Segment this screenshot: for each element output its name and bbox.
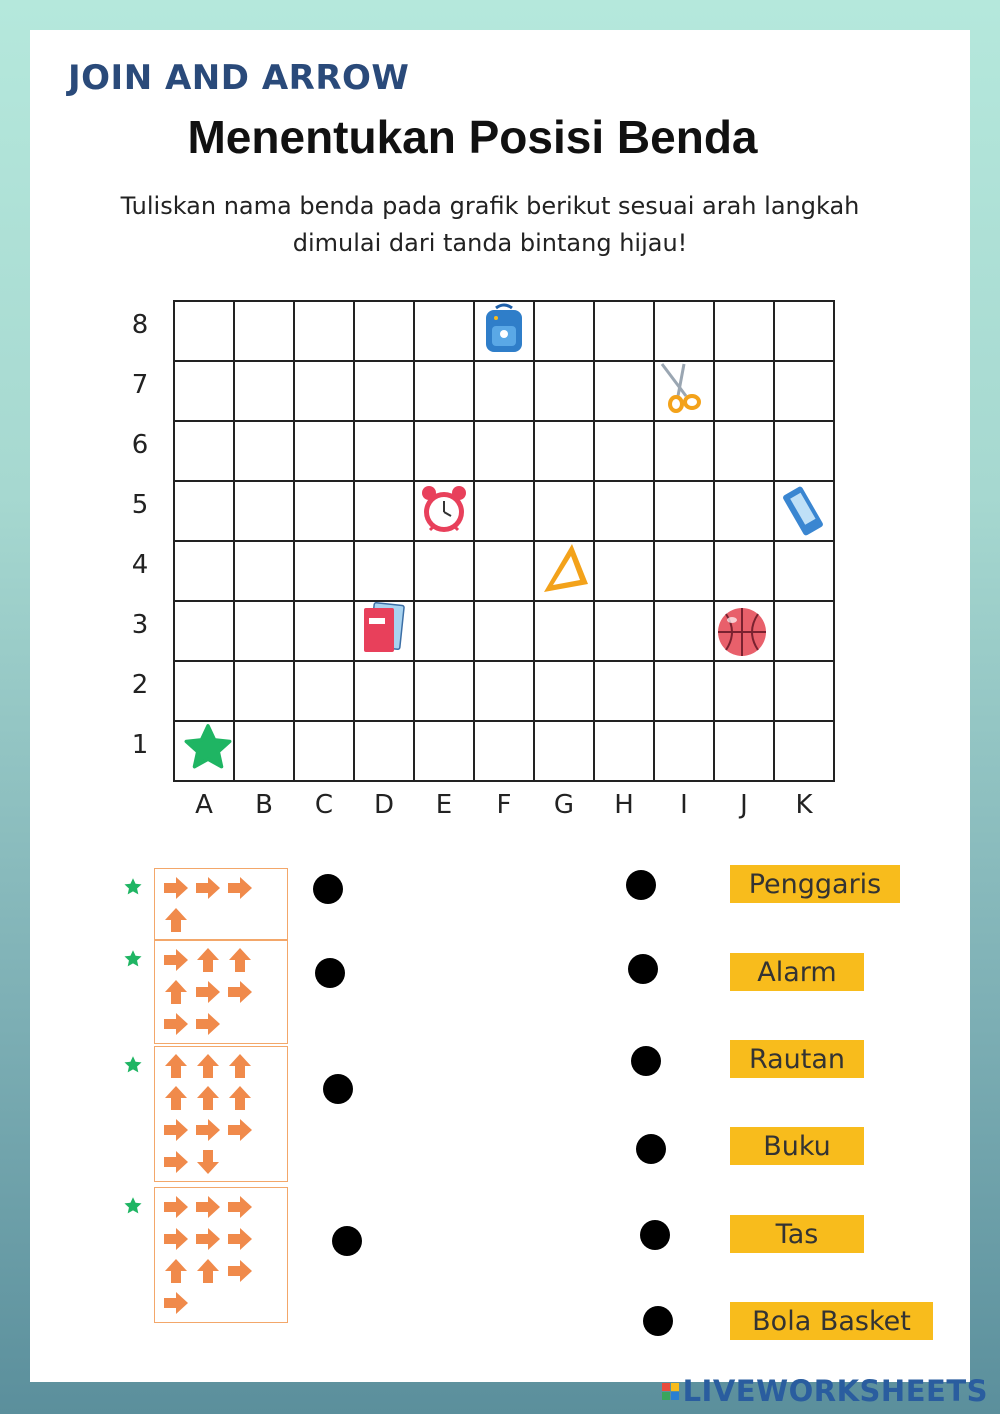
grid-cell-K1 xyxy=(774,721,834,781)
arrow-up-icon xyxy=(193,1051,223,1081)
grid-cell-E8 xyxy=(414,301,474,361)
arrow-right-icon xyxy=(193,977,223,1007)
sharpener-icon xyxy=(778,482,834,538)
grid-cell-C1 xyxy=(294,721,354,781)
answer-label-rautan: Rautan xyxy=(730,1040,864,1078)
grid-cell-B2 xyxy=(234,661,294,721)
grid-cell-G2 xyxy=(534,661,594,721)
row-label: 4 xyxy=(131,550,149,580)
grid-cell-E6 xyxy=(414,421,474,481)
grid-cell-F5 xyxy=(474,481,534,541)
arrow-up-icon xyxy=(161,1083,191,1113)
arrow-box-3 xyxy=(154,1046,288,1182)
arrow-up-icon xyxy=(161,905,191,935)
position-grid xyxy=(173,300,835,782)
arrow-right-icon xyxy=(161,873,191,903)
grid-cell-F1 xyxy=(474,721,534,781)
left-join-dot-3[interactable] xyxy=(323,1074,353,1104)
grid-cell-C8 xyxy=(294,301,354,361)
grid-cell-H3 xyxy=(594,601,654,661)
grid-cell-G5 xyxy=(534,481,594,541)
grid-cell-A7 xyxy=(174,361,234,421)
arrow-right-icon xyxy=(225,1115,255,1145)
grid-cell-D2 xyxy=(354,661,414,721)
grid-cell-C6 xyxy=(294,421,354,481)
sequence-1 xyxy=(122,868,288,940)
sequence-3 xyxy=(122,1046,288,1182)
col-label: I xyxy=(680,790,688,820)
grid-cell-A5 xyxy=(174,481,234,541)
arrow-right-icon xyxy=(225,977,255,1007)
grid-cell-C7 xyxy=(294,361,354,421)
grid-cell-B3 xyxy=(234,601,294,661)
arrow-right-icon xyxy=(193,873,223,903)
grid-cell-K8 xyxy=(774,301,834,361)
arrow-right-icon xyxy=(225,1224,255,1254)
col-label: E xyxy=(435,790,453,820)
arrow-up-icon xyxy=(193,1083,223,1113)
grid-cell-I6 xyxy=(654,421,714,481)
row-label: 7 xyxy=(131,370,149,400)
grid-cell-E1 xyxy=(414,721,474,781)
liveworksheets-brand: LIVEWORKSHEETS xyxy=(682,1374,988,1408)
arrow-right-icon xyxy=(225,1256,255,1286)
sequence-4 xyxy=(122,1187,288,1323)
sequence-2 xyxy=(122,940,288,1044)
start-star-icon xyxy=(180,720,236,776)
green-star-icon xyxy=(122,876,144,898)
col-label: K xyxy=(795,790,813,820)
arrow-up-icon xyxy=(193,945,223,975)
grid-cell-J8 xyxy=(714,301,774,361)
arrow-right-icon xyxy=(161,1288,191,1318)
grid-cell-E4 xyxy=(414,541,474,601)
arrow-up-icon xyxy=(161,1051,191,1081)
row-label: 1 xyxy=(131,730,149,760)
row-label: 3 xyxy=(131,610,149,640)
col-label: F xyxy=(496,790,512,820)
arrow-up-icon xyxy=(225,1051,255,1081)
grid-cell-F2 xyxy=(474,661,534,721)
grid-cell-K4 xyxy=(774,541,834,601)
grid-cell-H2 xyxy=(594,661,654,721)
grid-cell-H6 xyxy=(594,421,654,481)
grid-cell-I5 xyxy=(654,481,714,541)
answer-label-penggaris: Penggaris xyxy=(730,865,900,903)
grid-cell-H5 xyxy=(594,481,654,541)
grid-cell-I3 xyxy=(654,601,714,661)
col-label: G xyxy=(553,790,575,820)
row-label: 6 xyxy=(131,430,149,460)
right-join-dot-3[interactable] xyxy=(631,1046,661,1076)
grid-cell-I4 xyxy=(654,541,714,601)
basketball-icon xyxy=(714,602,770,658)
alarm-clock-icon xyxy=(416,482,472,538)
row-label: 2 xyxy=(131,670,149,700)
right-join-dot-6[interactable] xyxy=(643,1306,673,1336)
arrow-up-icon xyxy=(225,945,255,975)
green-star-icon xyxy=(122,1054,144,1076)
grid-cell-C5 xyxy=(294,481,354,541)
book-icon xyxy=(358,600,414,656)
right-join-dot-1[interactable] xyxy=(626,870,656,900)
arrow-up-icon xyxy=(161,1256,191,1286)
grid-cell-C4 xyxy=(294,541,354,601)
arrow-up-icon xyxy=(225,1083,255,1113)
arrow-right-icon xyxy=(161,945,191,975)
arrow-right-icon xyxy=(193,1192,223,1222)
grid-cell-K6 xyxy=(774,421,834,481)
col-label: D xyxy=(373,790,395,820)
answer-label-buku: Buku xyxy=(730,1127,864,1165)
page-title: Menentukan Posisi Benda xyxy=(187,111,758,163)
grid-cell-I1 xyxy=(654,721,714,781)
col-label: A xyxy=(195,790,213,820)
grid-cell-K3 xyxy=(774,601,834,661)
left-join-dot-1[interactable] xyxy=(313,874,343,904)
backpack-icon xyxy=(476,300,532,356)
arrow-right-icon xyxy=(225,873,255,903)
arrow-right-icon xyxy=(225,1192,255,1222)
grid-cell-J7 xyxy=(714,361,774,421)
answer-label-alarm: Alarm xyxy=(730,953,864,991)
arrow-box-1 xyxy=(154,868,288,940)
grid-cell-G8 xyxy=(534,301,594,361)
grid-cell-I2 xyxy=(654,661,714,721)
col-label: J xyxy=(740,790,748,820)
worksheet-page xyxy=(30,30,970,1382)
grid-cell-H7 xyxy=(594,361,654,421)
brand-title: JOIN AND ARROW xyxy=(68,58,410,98)
arrow-right-icon xyxy=(161,1192,191,1222)
grid-cell-D6 xyxy=(354,421,414,481)
grid-cell-J6 xyxy=(714,421,774,481)
grid-cell-G7 xyxy=(534,361,594,421)
arrow-right-icon xyxy=(161,1115,191,1145)
grid-cell-H1 xyxy=(594,721,654,781)
arrow-box-4 xyxy=(154,1187,288,1323)
grid-cell-I8 xyxy=(654,301,714,361)
arrow-down-icon xyxy=(193,1147,223,1177)
arrow-right-icon xyxy=(193,1224,223,1254)
green-star-icon xyxy=(122,948,144,970)
right-join-dot-4[interactable] xyxy=(636,1134,666,1164)
grid-cell-J2 xyxy=(714,661,774,721)
col-label: H xyxy=(614,790,634,820)
grid-cell-B1 xyxy=(234,721,294,781)
grid-cell-F6 xyxy=(474,421,534,481)
grid-cell-F3 xyxy=(474,601,534,661)
grid-cell-E3 xyxy=(414,601,474,661)
answer-label-tas: Tas xyxy=(730,1215,864,1253)
col-label: C xyxy=(314,790,334,820)
scissors-icon xyxy=(654,360,710,416)
grid-cell-J1 xyxy=(714,721,774,781)
grid-cell-H8 xyxy=(594,301,654,361)
grid-cell-A8 xyxy=(174,301,234,361)
grid-cell-D7 xyxy=(354,361,414,421)
row-label: 5 xyxy=(131,490,149,520)
grid-cell-D8 xyxy=(354,301,414,361)
grid-cell-C2 xyxy=(294,661,354,721)
grid-cell-D5 xyxy=(354,481,414,541)
instruction-text: Tuliskan nama benda pada grafik berikut sesuai arah langkah dimulai dari tanda bintang hijau! xyxy=(120,192,860,257)
grid-cell-G1 xyxy=(534,721,594,781)
arrow-right-icon xyxy=(161,1147,191,1177)
right-join-dot-2[interactable] xyxy=(628,954,658,984)
grid-cell-E7 xyxy=(414,361,474,421)
grid-cell-K2 xyxy=(774,661,834,721)
col-label: B xyxy=(255,790,273,820)
grid-cell-B8 xyxy=(234,301,294,361)
grid-cell-B5 xyxy=(234,481,294,541)
answer-label-bola-basket: Bola Basket xyxy=(730,1302,933,1340)
grid-cell-A3 xyxy=(174,601,234,661)
left-join-dot-2[interactable] xyxy=(315,958,345,988)
green-star-icon xyxy=(122,1195,144,1217)
grid-cell-A4 xyxy=(174,541,234,601)
grid-cell-D4 xyxy=(354,541,414,601)
arrow-right-icon xyxy=(193,1115,223,1145)
grid-cell-A6 xyxy=(174,421,234,481)
grid-cell-K7 xyxy=(774,361,834,421)
logo-squares-icon xyxy=(662,1383,679,1400)
right-join-dot-5[interactable] xyxy=(640,1220,670,1250)
grid-cell-F4 xyxy=(474,541,534,601)
grid-cell-G3 xyxy=(534,601,594,661)
arrow-right-icon xyxy=(161,1224,191,1254)
grid-cell-J5 xyxy=(714,481,774,541)
grid-cell-H4 xyxy=(594,541,654,601)
grid-cell-B4 xyxy=(234,541,294,601)
grid-cell-G6 xyxy=(534,421,594,481)
arrow-right-icon xyxy=(161,1009,191,1039)
grid-cell-F7 xyxy=(474,361,534,421)
grid-cell-D1 xyxy=(354,721,414,781)
arrow-up-icon xyxy=(161,977,191,1007)
liveworksheets-logo[interactable] xyxy=(662,1374,988,1408)
grid-cell-A2 xyxy=(174,661,234,721)
arrow-up-icon xyxy=(193,1256,223,1286)
grid-cell-C3 xyxy=(294,601,354,661)
grid-cell-B6 xyxy=(234,421,294,481)
grid-cell-E2 xyxy=(414,661,474,721)
arrow-right-icon xyxy=(193,1009,223,1039)
triangle-ruler-icon xyxy=(536,540,592,596)
row-label: 8 xyxy=(131,310,149,340)
grid-cell-J4 xyxy=(714,541,774,601)
arrow-box-2 xyxy=(154,940,288,1044)
grid-cell-B7 xyxy=(234,361,294,421)
left-join-dot-4[interactable] xyxy=(332,1226,362,1256)
